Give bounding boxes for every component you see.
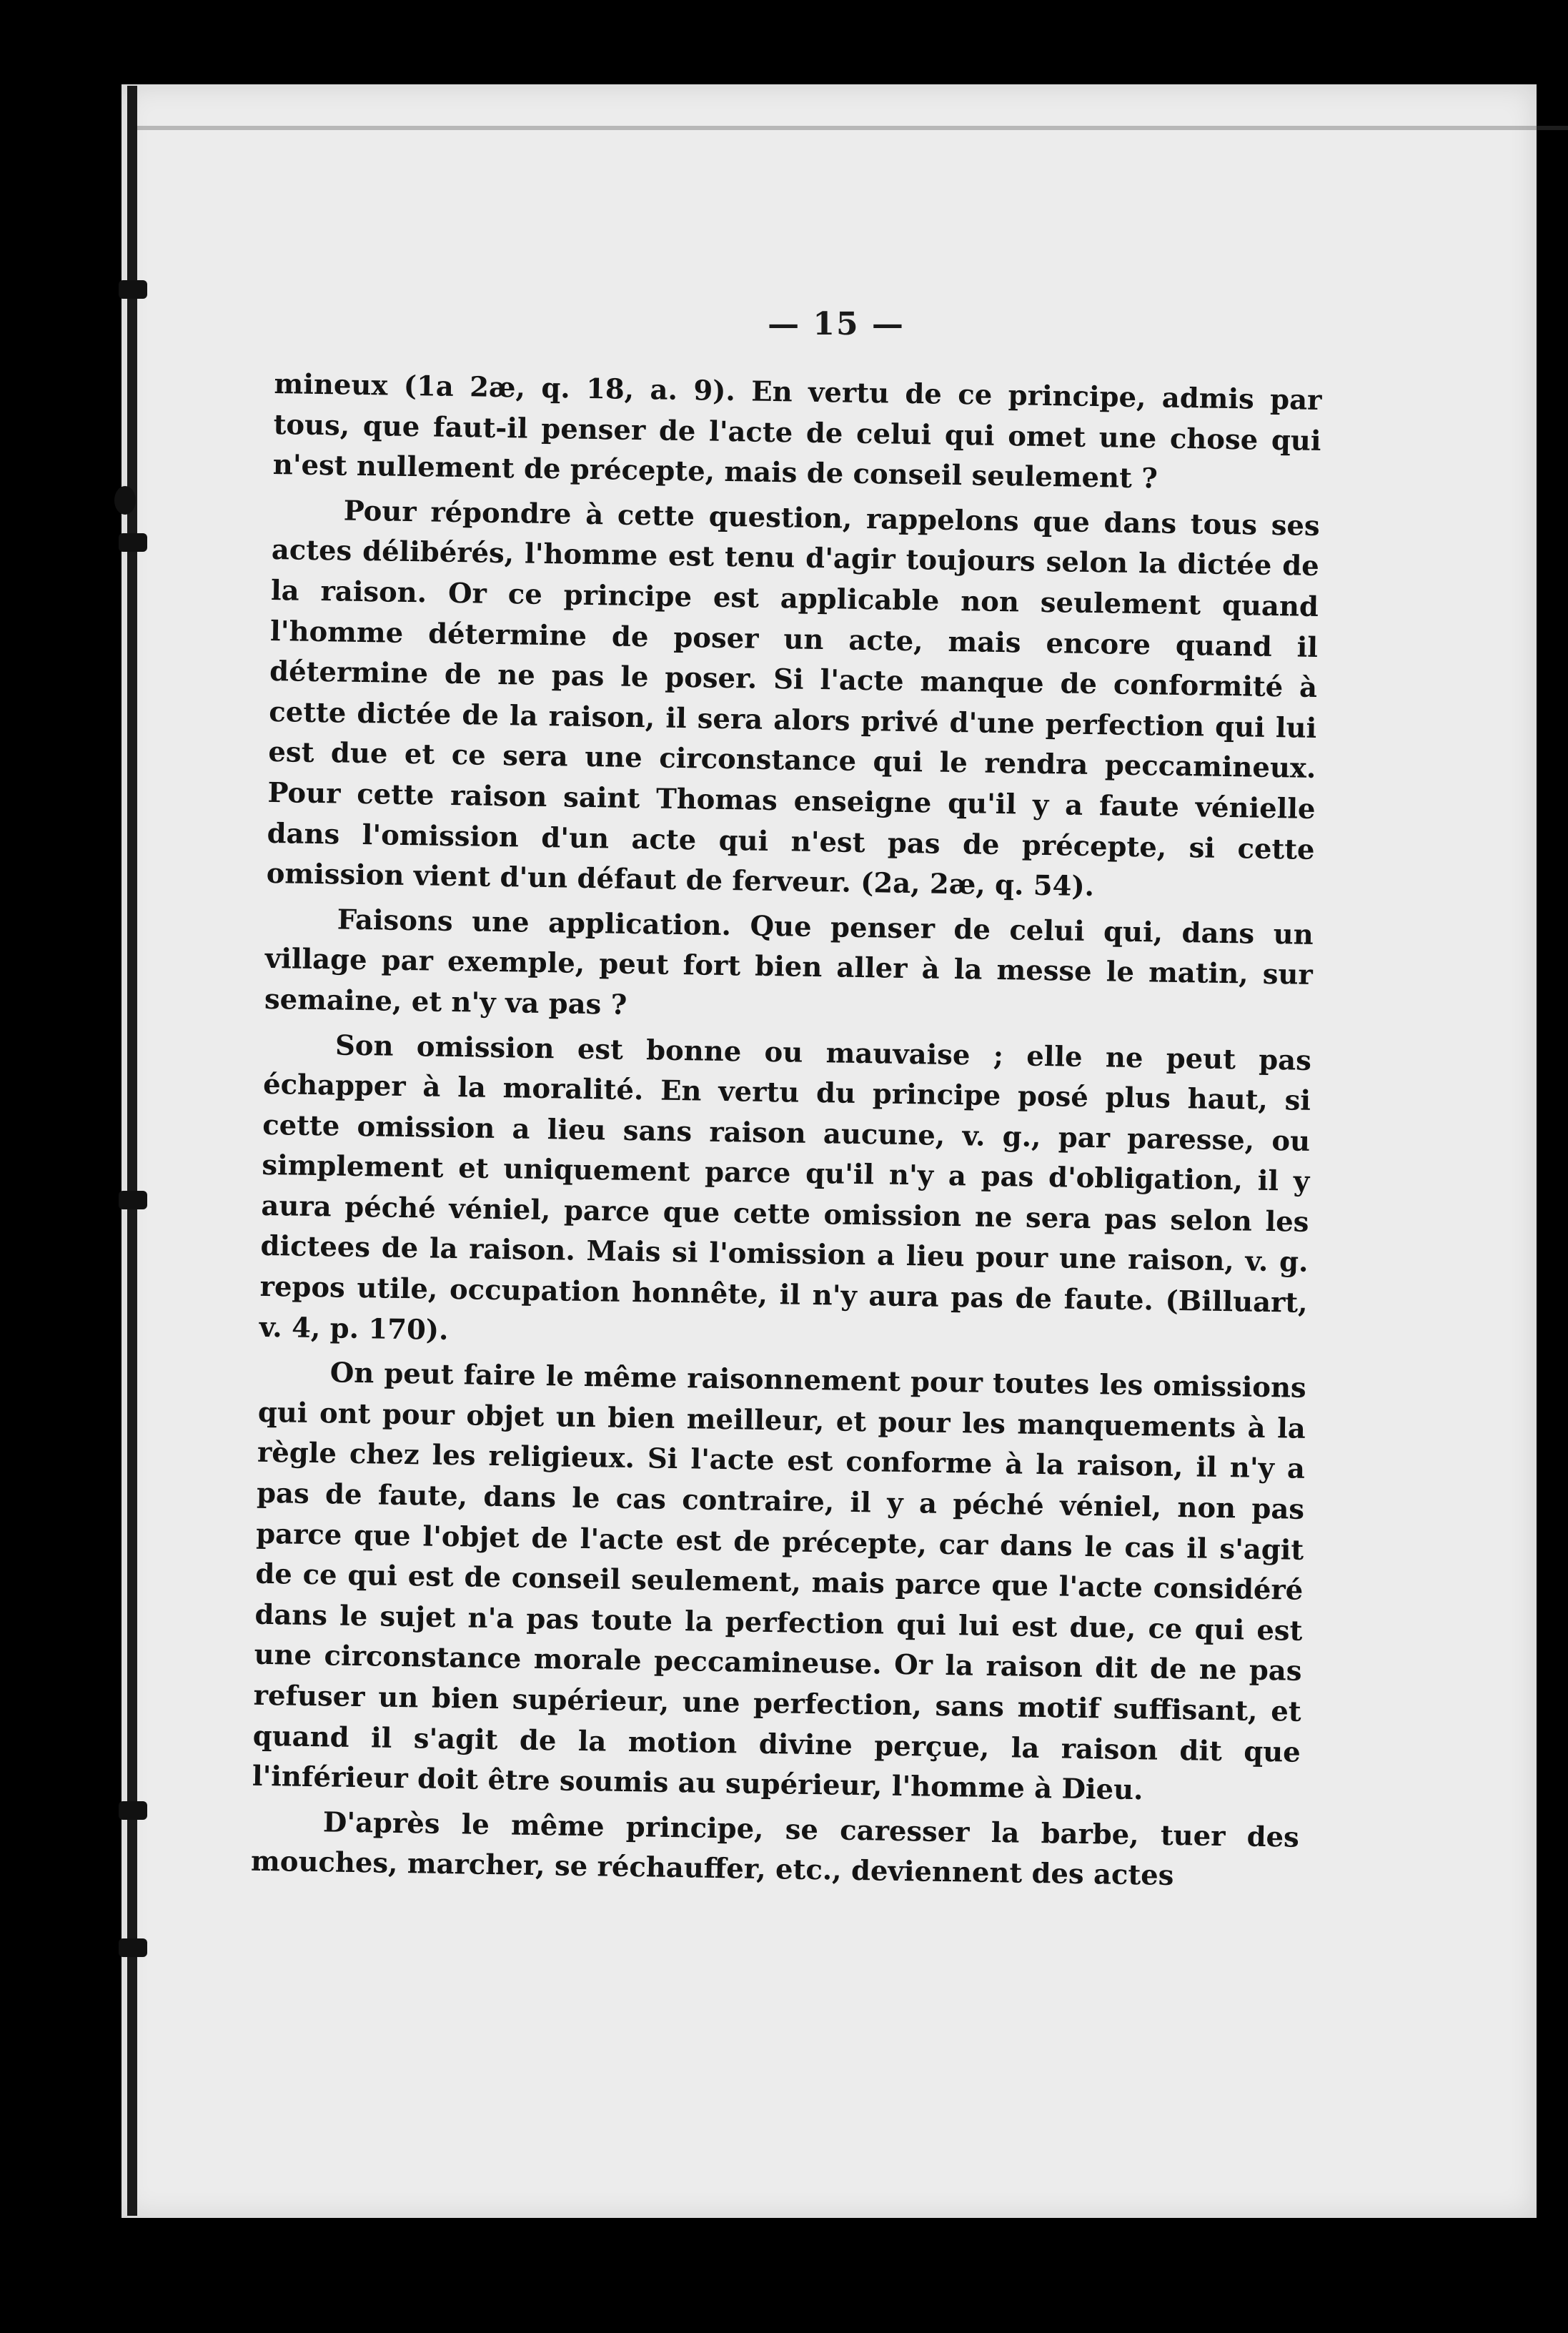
paragraph: D'après le même principe, se caresser la barbe, tuer des mouches, marcher, se réchauffer, etc., deviennent des actes [250,1806,1300,1893]
book-binding [127,86,137,2216]
paragraph: mineux (1a 2æ, q. 18, a. 9). En vertu de ce principe, admis par tous, que faut-il penser de l'acte de celui qui omet une chose qui n'est nullement de précepte, mais de conseil seulement ? [272,367,1322,495]
page-top-edge [129,126,1568,130]
paragraph: On peut faire le même raisonnement pour toutes les omissions qui ont pour objet un bien meilleur, et pour les manquements à la règle chez les religieux. Si l'acte est conforme à la raison, il n'y a pas de faute, dans le cas contraire, il y a péché véniel, non pas parce que l'objet de l'acte est de précepte, car dans le cas il s'agit de ce qui est de conseil seulement, mais parce que l'acte considéré dans le sujet n'a pas toute la perfection qui lui est due, ce qui est une circonstance morale peccamineuse. Or la raison dit de ne pas refuser un bien supérieur, une perfection, sans motif suffisant, et quand il s'agit de la motion divine perçue, la raison dit que l'inférieur doit être soumis au supérieur, l'homme à Dieu. [252,1357,1307,1807]
binding-staple [114,486,136,515]
binding-staple [119,1801,147,1820]
binding-staple [119,280,147,299]
paragraph: Faisons une application. Que penser de celui qui, dans un village par exemple, peut fort bien aller à la messe le matin, sur semaine, et n'y va pas ? [264,903,1314,1021]
binding-staple [119,1938,147,1957]
page-number: — 15 — [768,306,905,342]
paragraph: Pour répondre à cette question, rappelons que dans tous ses actes délibérés, l'homme est tenu d'agir toujours selon la dictée de la raison. Or ce principe est applicable non seulement quand l'homme détermine de poser un acte, mais encore quand il détermine de ne pas le poser. Si l'acte manque de conformité à cette dictée de la raison, il sera alors privé d'une perfection qui lui est due et ce sera une circonstance qui le rendra peccamineux. Pour cette raison saint Thomas enseigne qu'il y a faute vénielle dans l'omission d'un acte qui n'est pas de précepte, si cette omission vient d'un défaut de ferveur. (2a, 2æ, q. 54). [266,495,1320,903]
binding-staple [119,533,147,552]
binding-staple [119,1191,147,1209]
paragraph: Son omission est bonne ou mauvaise ; elle ne peut pas échapper à la moralité. En vertu du principe posé plus haut, si cette omission a lieu sans raison aucune, v. g., par paresse, ou simplement et uniquement parce qu'il n'y a pas d'obligation, il y aura péché véniel, parce que cette omission ne sera pas selon les dictees de la raison. Mais si l'omission a lieu pour une raison, v. g. repos utile, occupation honnête, il n'y aura pas de faute. (Billuart, v. 4, p. 170). [259,1029,1312,1347]
body-text [251,365,1322,1899]
